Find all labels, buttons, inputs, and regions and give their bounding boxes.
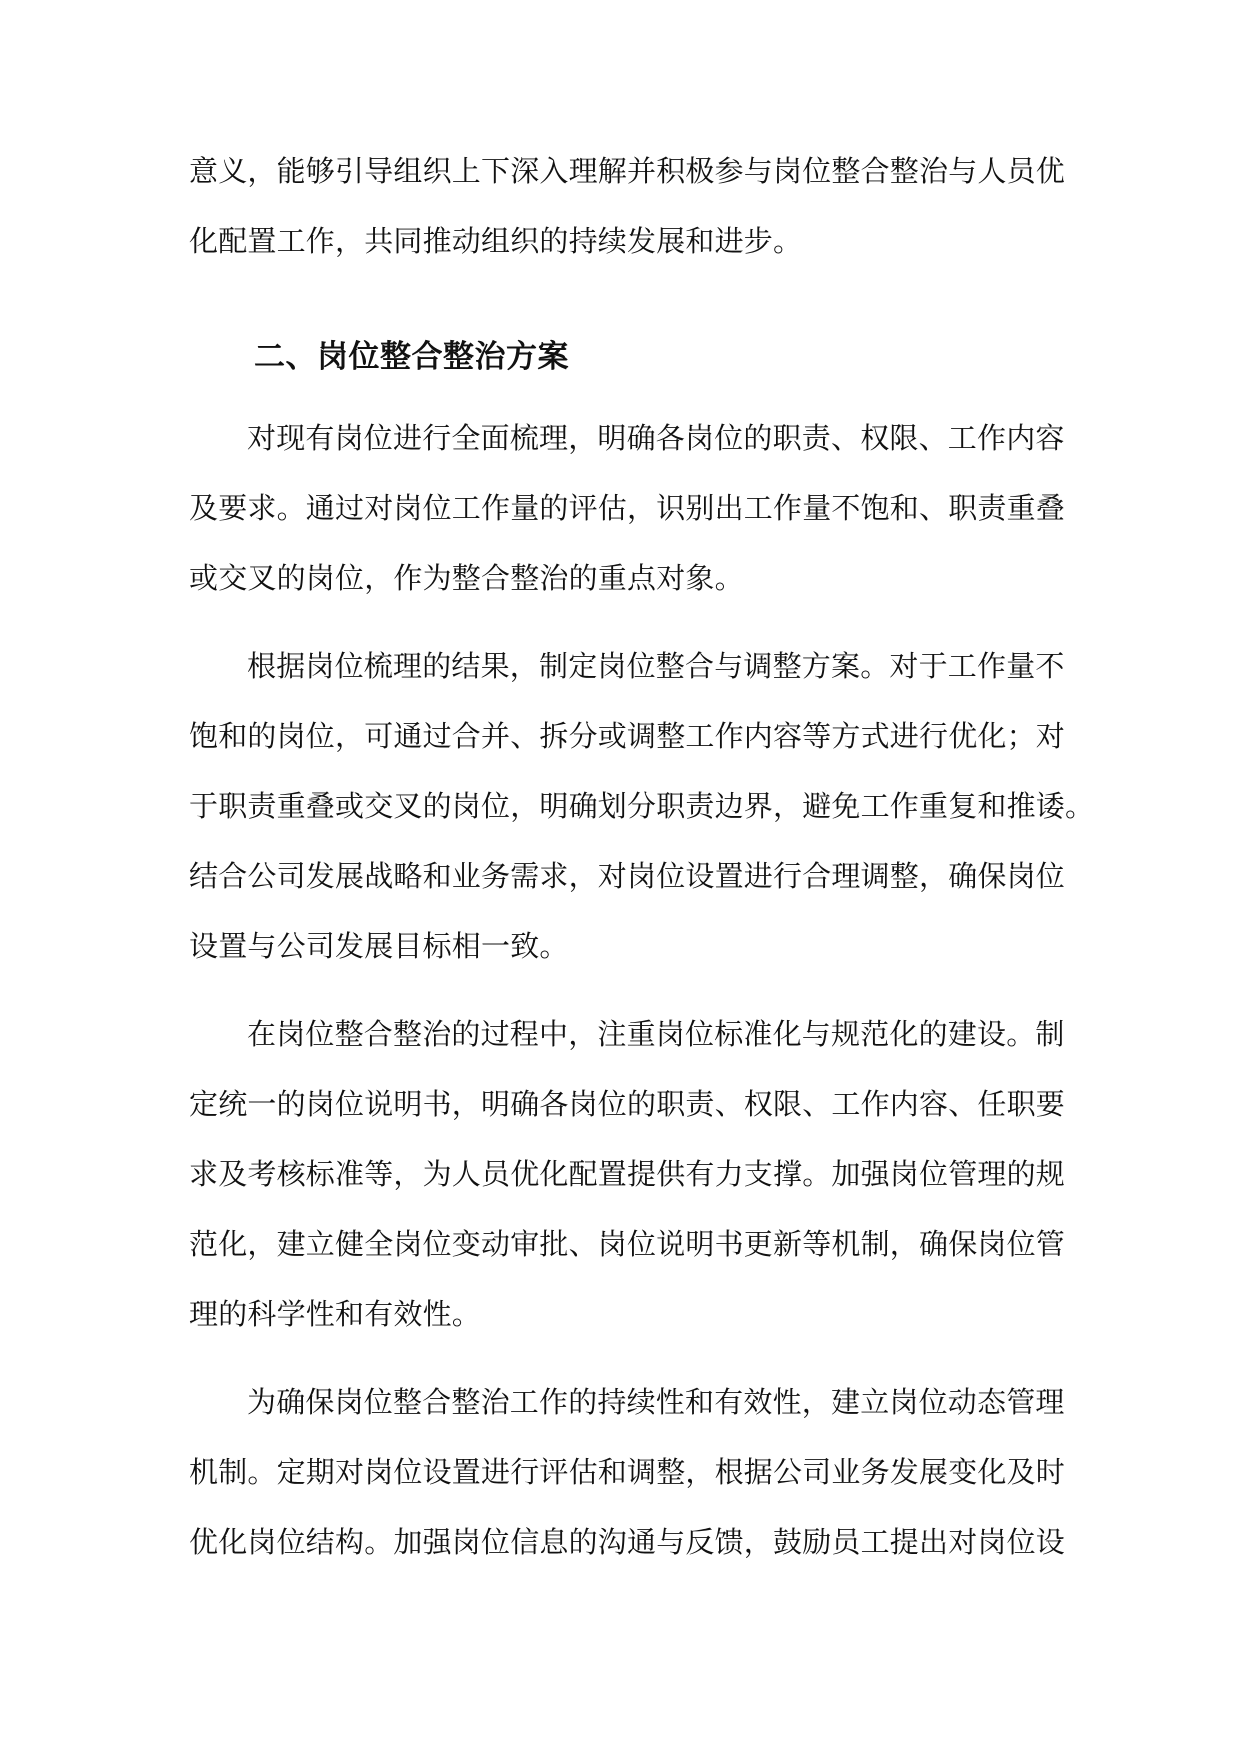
paragraph-line: 化配置工作，共同推动组织的持续发展和进步。: [189, 224, 803, 258]
paragraph-line: 意义，能够引导组织上下深入理解并积极参与岗位整合整治与人员优: [189, 154, 1066, 188]
paragraph-line: 及要求。通过对岗位工作量的评估，识别出工作量不饱和、职责重叠: [189, 491, 1066, 525]
section-heading: 二、岗位整合整治方案: [254, 339, 569, 375]
paragraph-line: 饱和的岗位，可通过合并、拆分或调整工作内容等方式进行优化；对: [189, 719, 1066, 753]
paragraph-line: 根据岗位梳理的结果，制定岗位整合与调整方案。对于工作量不: [247, 649, 1065, 683]
paragraph-line: 于职责重叠或交叉的岗位，明确划分职责边界，避免工作重复和推诿。: [189, 789, 1095, 823]
paragraph-line: 求及考核标准等，为人员优化配置提供有力支撑。加强岗位管理的规: [189, 1157, 1066, 1191]
paragraph-line: 理的科学性和有效性。: [189, 1297, 482, 1331]
paragraph-line: 范化，建立健全岗位变动审批、岗位说明书更新等机制，确保岗位管: [189, 1227, 1066, 1261]
paragraph-line: 定统一的岗位说明书，明确各岗位的职责、权限、工作内容、任职要: [189, 1087, 1066, 1121]
paragraph-line: 优化岗位结构。加强岗位信息的沟通与反馈，鼓励员工提出对岗位设: [189, 1525, 1066, 1559]
paragraph-line: 结合公司发展战略和业务需求，对岗位设置进行合理调整，确保岗位: [189, 859, 1066, 893]
paragraph-line: 或交叉的岗位，作为整合整治的重点对象。: [189, 561, 744, 595]
paragraph-line: 设置与公司发展目标相一致。: [189, 929, 569, 963]
paragraph-line: 在岗位整合整治的过程中，注重岗位标准化与规范化的建设。制: [247, 1017, 1065, 1051]
paragraph-line: 机制。定期对岗位设置进行评估和调整，根据公司业务发展变化及时: [189, 1455, 1066, 1489]
paragraph-line: 对现有岗位进行全面梳理，明确各岗位的职责、权限、工作内容: [247, 421, 1065, 455]
paragraph-line: 为确保岗位整合整治工作的持续性和有效性，建立岗位动态管理: [247, 1385, 1065, 1419]
